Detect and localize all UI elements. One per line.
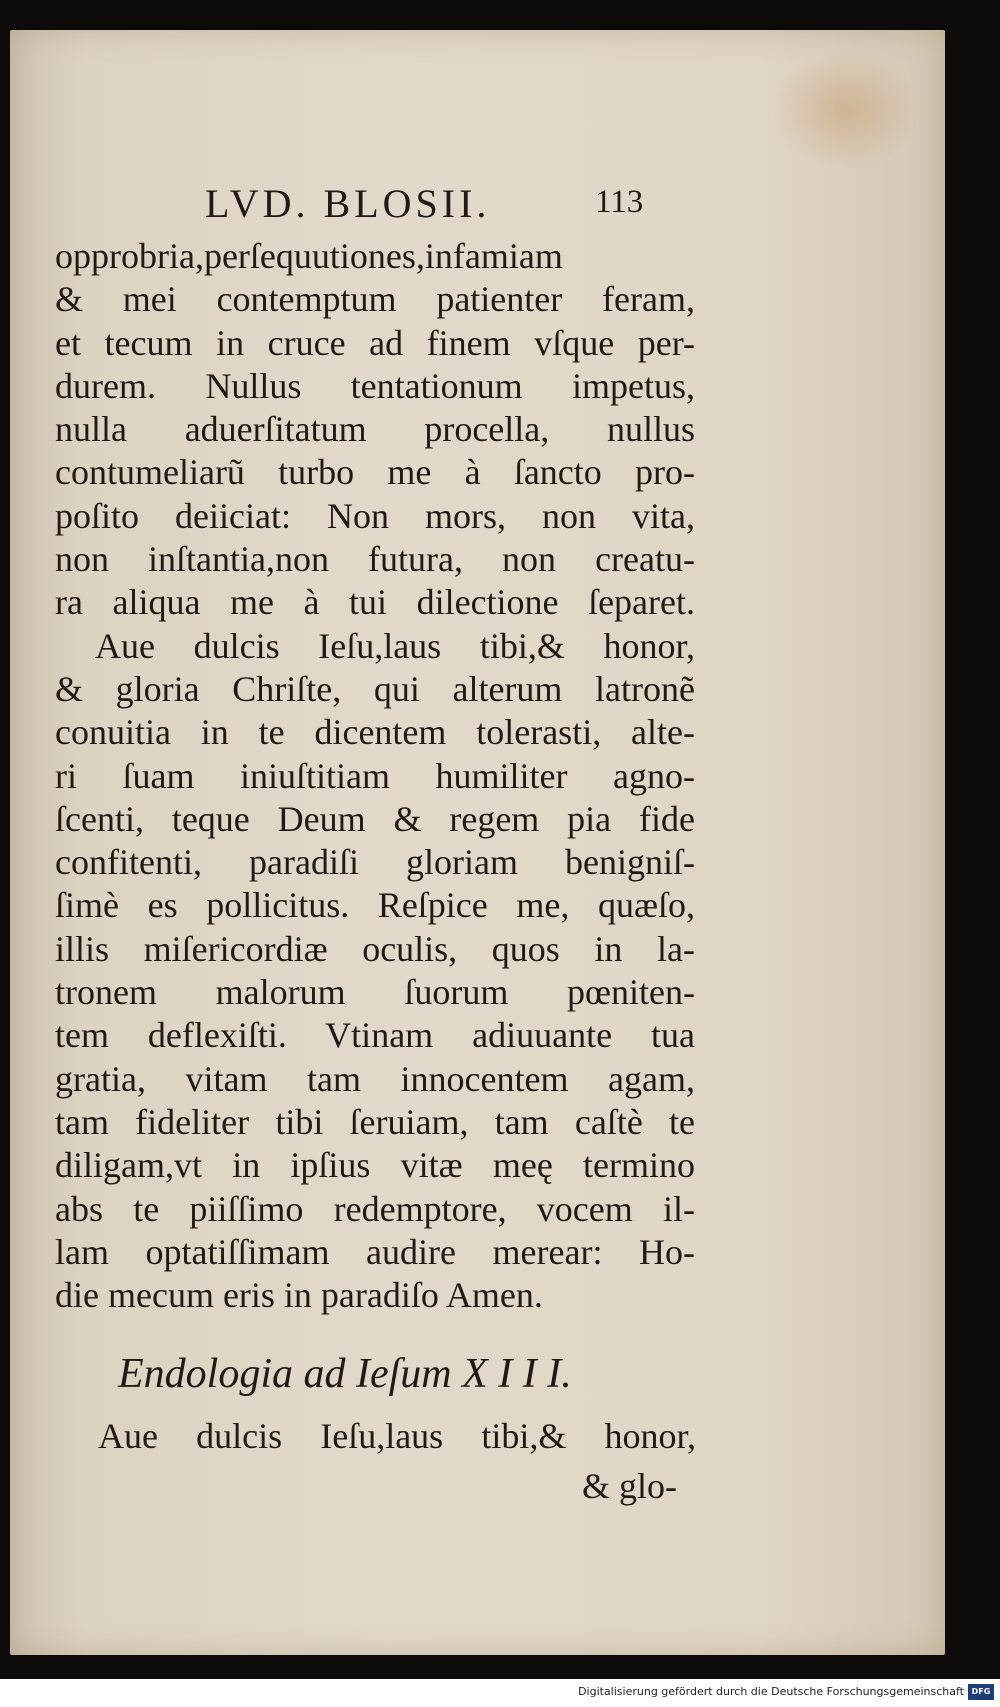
text-line: tem deflexiſti. Vtinam adiuuante tua	[55, 1015, 695, 1056]
text-line: nulla aduerſitatum procella, nullus	[55, 409, 695, 450]
text-line: lam optatiſſimam audire merear: Ho-	[55, 1231, 695, 1272]
text-line: tam fideliter tibi ſeruiam, tam caſtè te	[55, 1101, 695, 1142]
section-heading: Endologia ad Ieſum X I I I.	[118, 1351, 572, 1397]
section-first-line: Aue dulcis Ieſu,laus tibi,& honor,	[98, 1416, 696, 1456]
page-number: 113	[595, 184, 644, 220]
catchword: & glo-	[582, 1466, 677, 1506]
book-page	[10, 30, 945, 1655]
text-line: tronem malorum ſuorum pœniten-	[55, 972, 695, 1013]
text-line: et tecum in cruce ad finem vſque per-	[55, 322, 695, 363]
funding-credit: Digitalisierung gefördert durch die Deutsche Forschungsgemeinschaft	[578, 1685, 964, 1698]
text-line: confitenti, paradiſi gloriam benigniſ-	[55, 842, 695, 883]
text-line: Aue dulcis Ieſu,laus tibi,& honor,	[95, 625, 695, 666]
text-line: non inſtantia,non futura, non creatu-	[55, 539, 695, 580]
text-line: diligam,vt in ipſius vitæ meę termino	[55, 1145, 695, 1186]
text-line: opprobria,perſequutiones,infamiam	[55, 236, 563, 276]
text-line: die mecum eris in paradiſo Amen.	[55, 1275, 543, 1316]
text-line: ſcenti, teque Deum & regem pia fide	[55, 798, 695, 839]
text-line: poſito deiiciat: Non mors, non vita,	[55, 495, 695, 536]
page-header	[205, 180, 685, 230]
text-line: ſimè es pollicitus. Reſpice me, quæſo,	[55, 885, 695, 926]
text-line: & gloria Chriſte, qui alterum latronẽ	[55, 668, 695, 709]
text-line: conuitia in te dicentem tolerasti, alte-	[55, 712, 695, 753]
running-title: LVD. BLOSII.	[205, 181, 491, 226]
dfg-logo-icon: DFG	[968, 1684, 994, 1700]
text-line: illis miſericordiæ oculis, quos in la-	[55, 928, 695, 969]
text-line: abs te piiſſimo redemptore, vocem il-	[55, 1188, 695, 1229]
text-line: gratia, vitam tam innocentem agam,	[55, 1058, 695, 1099]
text-line: durem. Nullus tentationum impetus,	[55, 365, 695, 406]
paper-stain	[770, 50, 920, 170]
text-line: ri ſuam iniuſtitiam humiliter agno-	[55, 755, 695, 796]
text-line: contumeliarũ turbo me à ſancto pro-	[55, 452, 695, 493]
text-line: & mei contemptum patienter feram,	[55, 279, 695, 320]
text-line: ra aliqua me à tui dilectione ſeparet.	[55, 582, 695, 623]
body-text	[55, 235, 695, 1317]
footer-bar	[0, 1679, 1000, 1707]
